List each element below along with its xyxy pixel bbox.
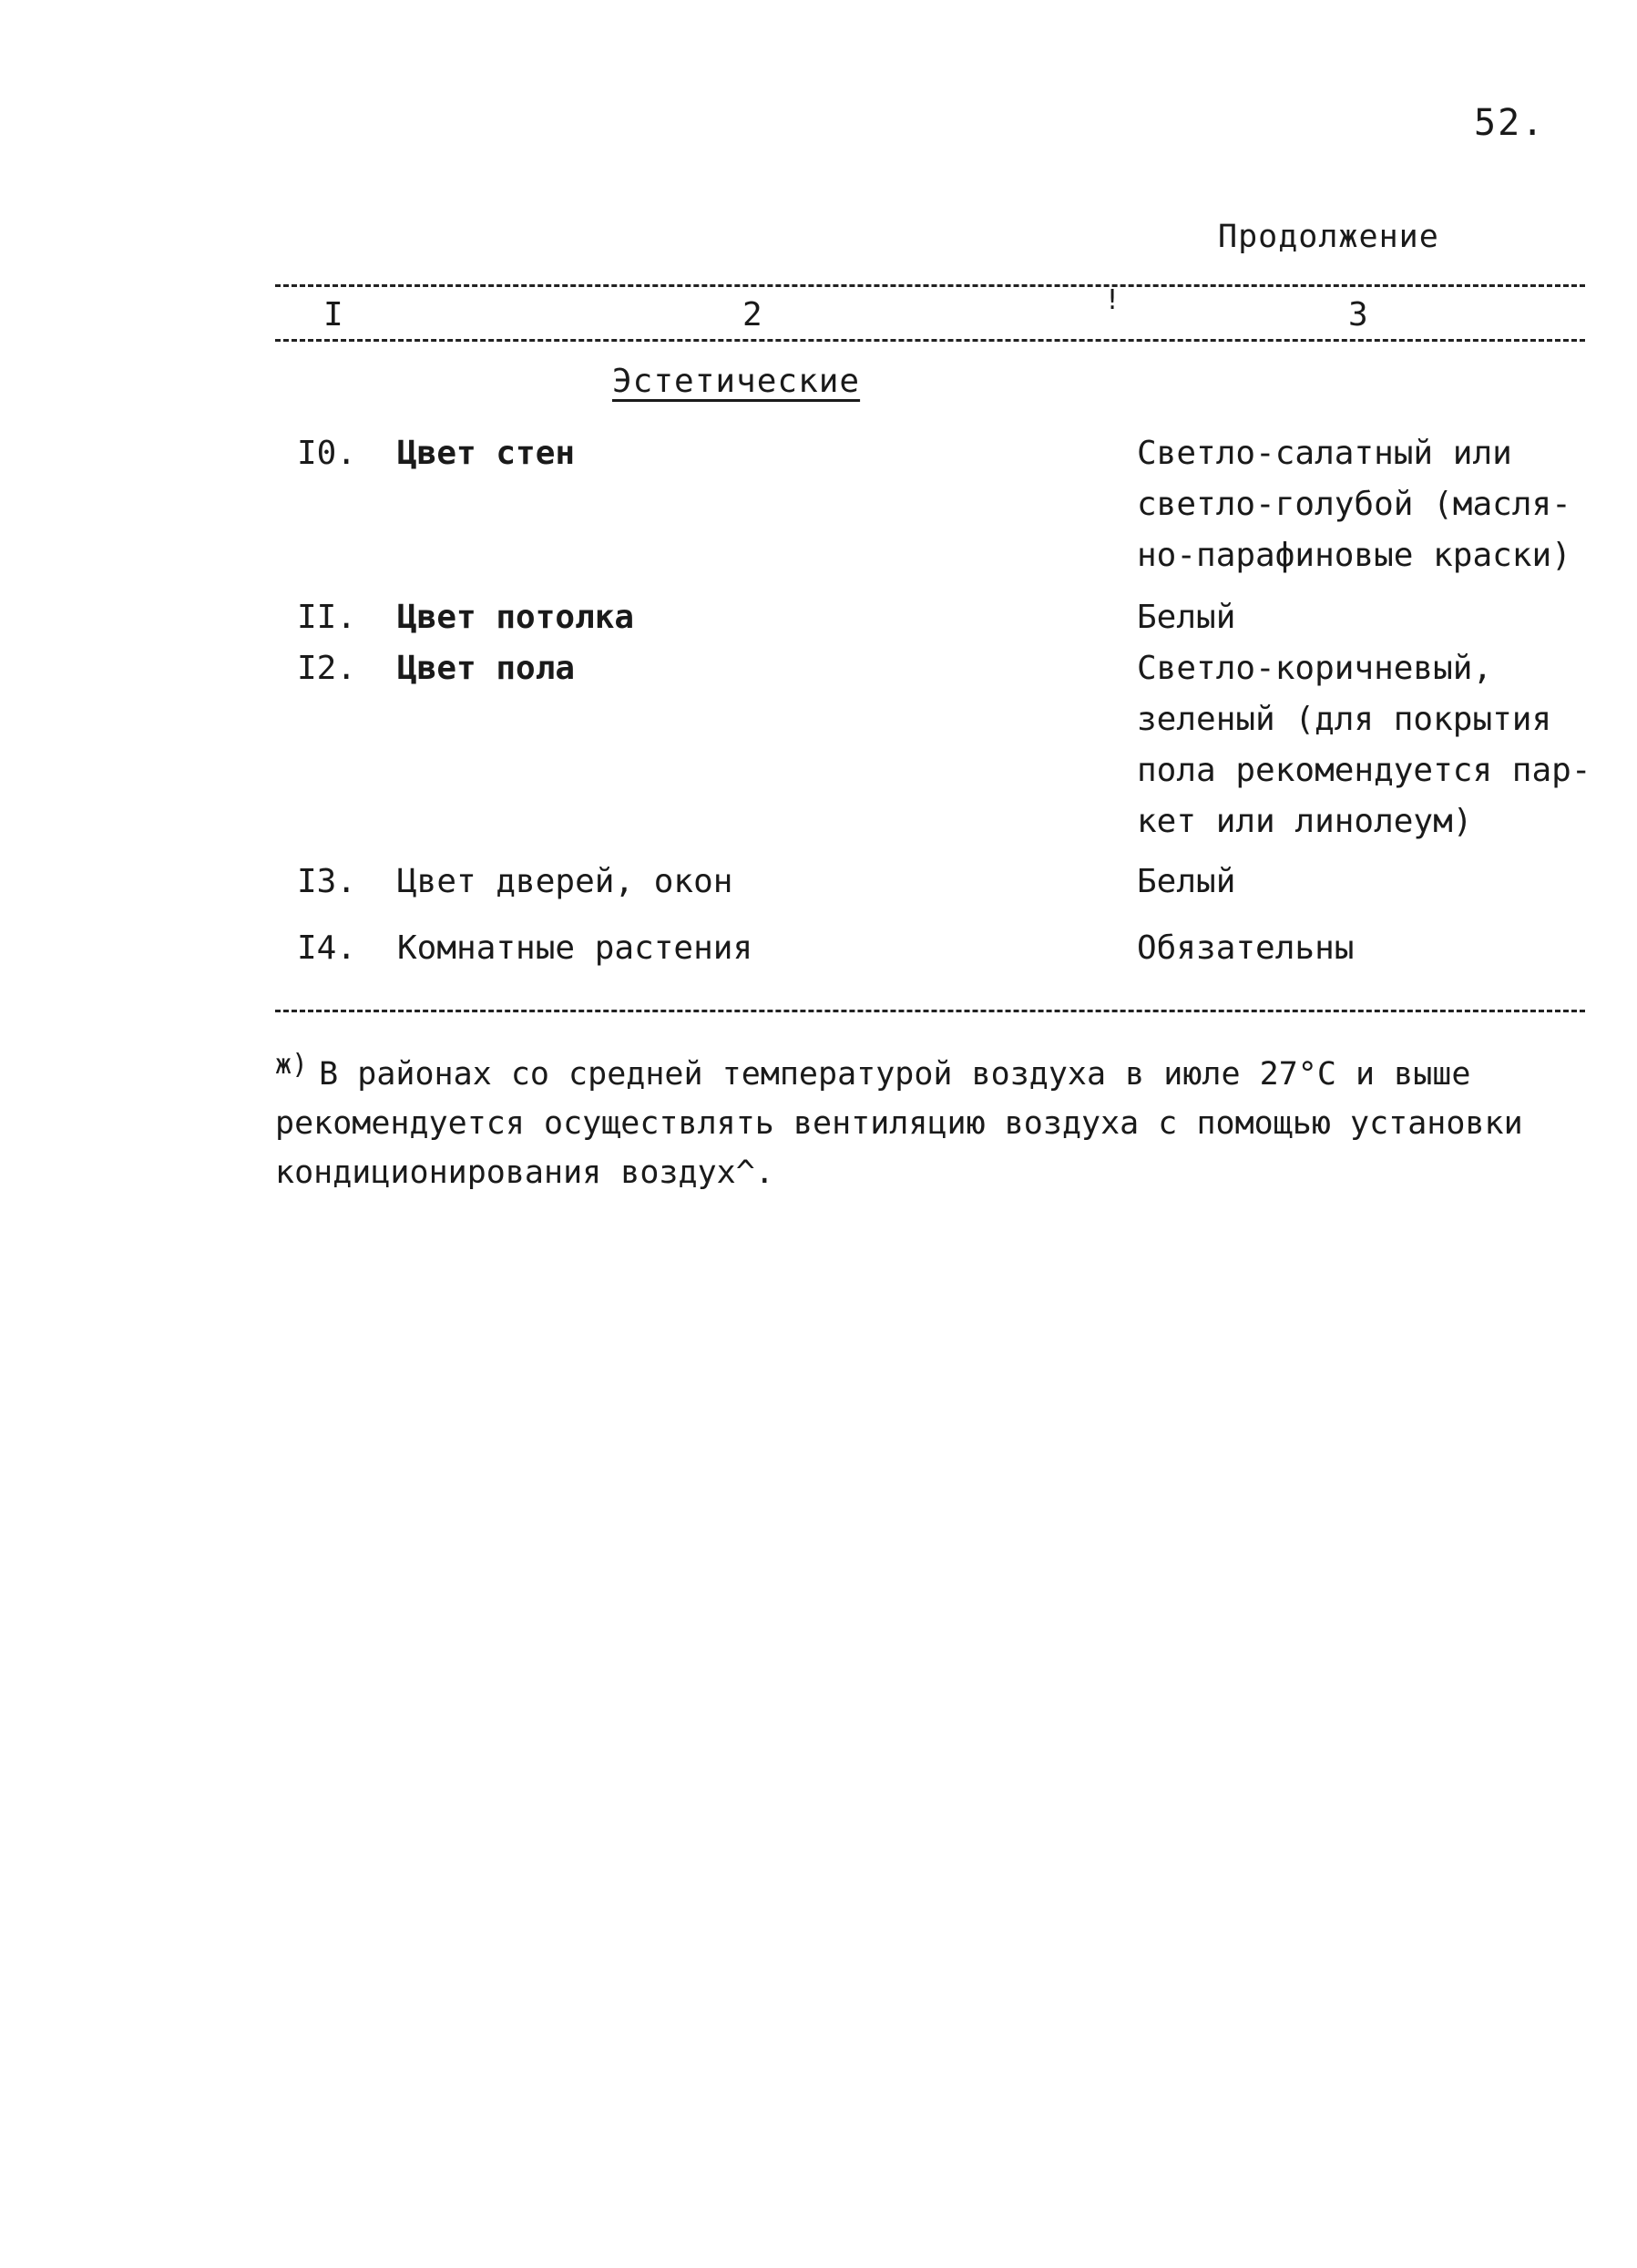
table-header-rule: [275, 339, 1585, 342]
page-number: 52.: [1474, 102, 1546, 144]
footnote: [275, 1041, 1591, 1197]
column-header-3: 3: [1348, 296, 1368, 334]
table-bottom-rule: [275, 1010, 1585, 1012]
row-value: Белый: [1137, 599, 1236, 636]
row-number: I4.: [297, 929, 357, 967]
row-parameter: Комнатные растения: [397, 929, 753, 967]
row-number: II.: [297, 599, 357, 636]
table-top-rule: [275, 284, 1585, 287]
row-parameter: Цвет стен: [397, 435, 576, 472]
footnote-line: рекомендуется осуществлять вентиляцию воздуха с помощью установки: [275, 1105, 1523, 1142]
row-value: Обязательны: [1137, 929, 1355, 967]
row-parameter: Цвет пола: [397, 650, 576, 687]
row-number: I2.: [297, 650, 357, 687]
row-value: Белый: [1137, 863, 1236, 900]
footnote-text: В районах со средней температурой воздуха в июле 27°С и выше: [319, 1056, 1471, 1093]
row-number: I3.: [297, 863, 357, 900]
row-value: Светло-коричневый, зеленый (для покрытия пола рекомендуется пар- кет или линолеум): [1137, 650, 1591, 840]
footnote-line: [275, 1041, 1591, 1099]
footnote-mark: ж): [275, 1049, 309, 1081]
continuation-label: Продолжение: [1218, 219, 1439, 255]
column-header-1: I: [323, 296, 343, 334]
row-value: Светло-салатный или светло-голубой (масля- но-парафиновые краски): [1137, 435, 1571, 574]
row-number: I0.: [297, 435, 357, 472]
row-parameter: Цвет потолка: [397, 599, 635, 636]
column-separator: !: [1104, 284, 1121, 316]
footnote-line: кондиционирования воздух^.: [275, 1155, 774, 1191]
section-title: Эстетические: [612, 363, 861, 400]
column-header-2: 2: [742, 296, 762, 334]
row-parameter: Цвет дверей, окон: [397, 863, 733, 900]
